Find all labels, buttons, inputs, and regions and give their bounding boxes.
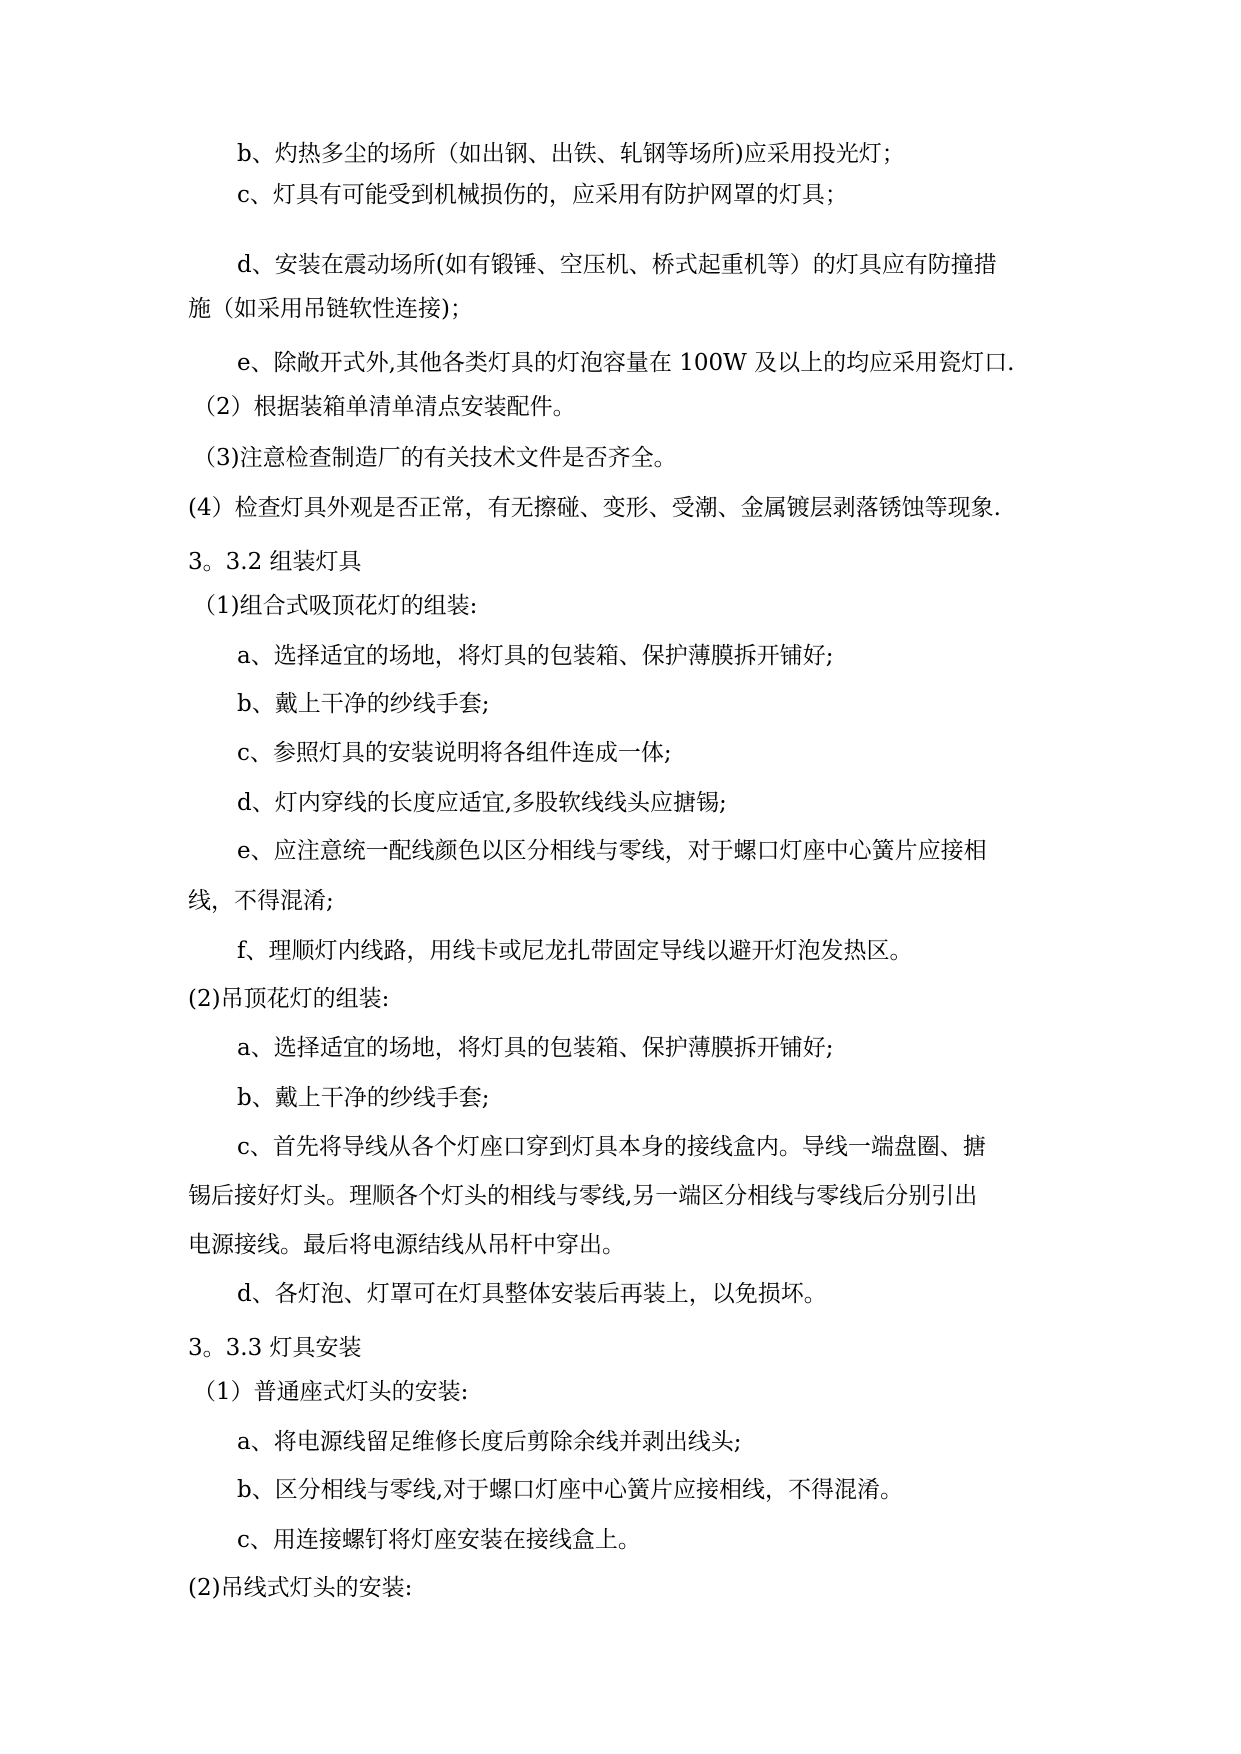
- text-line: d、各灯泡、灯罩可在灯具整体安装后再装上，以免损坏。: [237, 1281, 827, 1307]
- text-line: e、除敞开式外,其他各类灯具的灯泡容量在 100W 及以上的均应采用瓷灯口.: [237, 350, 1015, 376]
- text-line: f、理顺灯内线路，用线卡或尼龙扎带固定导线以避开灯泡发热区。: [237, 938, 913, 964]
- section-heading: 3。3.2 组装灯具: [188, 549, 362, 575]
- subsection-heading: (2)吊线式灯头的安装:: [188, 1575, 413, 1601]
- section-heading: 3。3.3 灯具安装: [188, 1335, 362, 1361]
- text-line: 电源接线。最后将电源结线从吊杆中穿出。: [188, 1232, 625, 1258]
- text-line: d、灯内穿线的长度应适宜,多股软线线头应搪锡;: [237, 790, 727, 816]
- text-line: b、灼热多尘的场所（如出钢、出铁、轧钢等场所)应采用投光灯；: [237, 141, 905, 167]
- text-line: a、选择适宜的场地，将灯具的包装箱、保护薄膜拆开铺好;: [237, 643, 834, 669]
- text-line: b、戴上干净的纱线手套;: [237, 1085, 490, 1111]
- text-line: a、将电源线留足维修长度后剪除余线并剥出线头;: [237, 1429, 742, 1455]
- text-line: e、应注意统一配线颜色以区分相线与零线，对于螺口灯座中心簧片应接相: [237, 838, 987, 864]
- text-line: c、参照灯具的安装说明将各组件连成一体;: [237, 740, 672, 766]
- text-line: d、安装在震动场所(如有锻锤、空压机、桥式起重机等）的灯具应有防撞措: [237, 252, 997, 278]
- text-line: c、用连接螺钉将灯座安装在接线盒上。: [237, 1527, 641, 1553]
- text-line: c、首先将导线从各个灯座口穿到灯具本身的接线盒内。导线一端盘圈、搪: [237, 1134, 986, 1160]
- subsection-heading: （1)组合式吸顶花灯的组装:: [193, 593, 478, 619]
- text-line: 锡后接好灯头。理顺各个灯头的相线与零线,另一端区分相线与零线后分别引出: [188, 1183, 978, 1209]
- text-line: a、选择适宜的场地，将灯具的包装箱、保护薄膜拆开铺好;: [237, 1035, 834, 1061]
- text-line: 线，不得混淆;: [188, 888, 334, 914]
- subsection-heading: （1）普通座式灯头的安装:: [193, 1379, 469, 1405]
- subsection-heading: (2)吊顶花灯的组装:: [188, 986, 390, 1012]
- text-line: 施（如采用吊链软性连接)；: [188, 296, 473, 322]
- text-line: c、灯具有可能受到机械损伤的，应采用有防护网罩的灯具；: [237, 182, 848, 208]
- text-line: （3)注意检查制造厂的有关技术文件是否齐全。: [193, 445, 677, 471]
- text-line: b、戴上干净的纱线手套;: [237, 691, 490, 717]
- text-line: b、区分相线与零线,对于螺口灯座中心簧片应接相线，不得混淆。: [237, 1477, 904, 1503]
- text-line: (4）检查灯具外观是否正常，有无擦碰、变形、受潮、金属镀层剥落锈蚀等现象.: [188, 495, 1001, 521]
- text-line: （2）根据装箱单清单清点安装配件。: [193, 394, 576, 420]
